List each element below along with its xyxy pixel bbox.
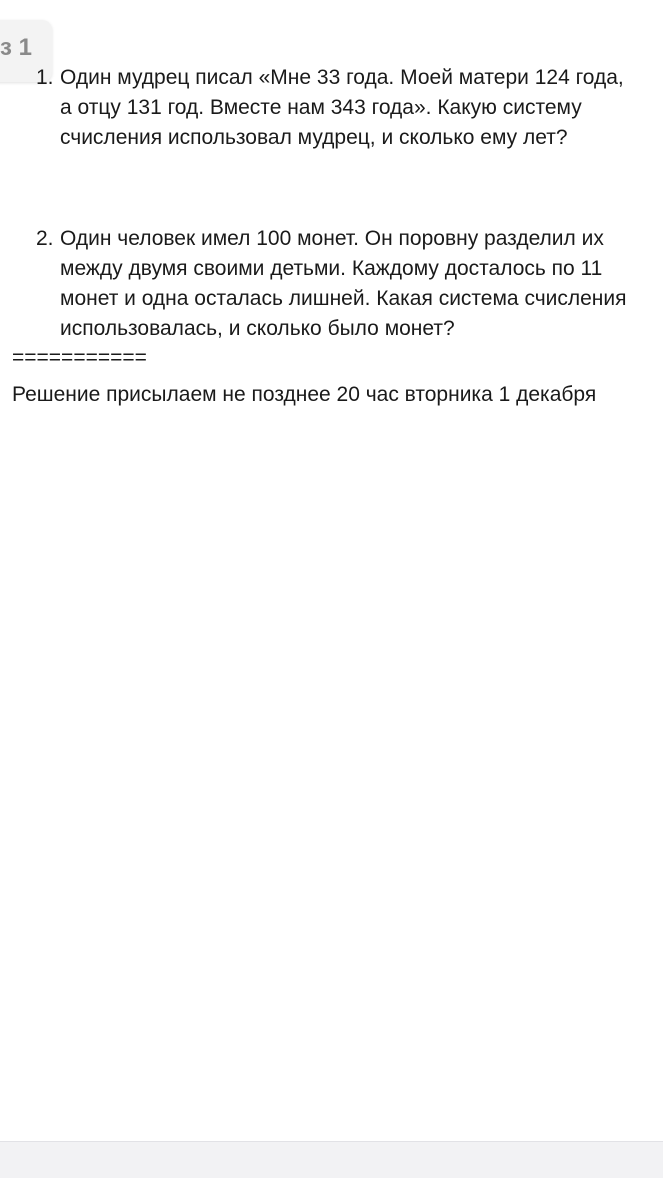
bottom-toolbar [0, 1141, 663, 1178]
task-text: Один мудрец писал «Мне 33 года. Моей матери 124 года, а отцу 131 год. Вместе нам 343 года». Какую систему счисления использовал мудрец, и сколько ему лет? [60, 66, 624, 149]
task-number: 1. [36, 66, 54, 89]
task-item [36, 63, 639, 153]
separator-line: =========== [12, 346, 147, 369]
deadline-note: Решение присылаем не позднее 20 час вторника 1 декабря [12, 383, 597, 406]
task-number: 2. [36, 227, 54, 250]
task-text: Один человек имел 100 монет. Он поровну разделил их между двумя своими детьми. Каждому досталось по 11 монет и одна осталась лишней. Какая система счисления использовалась, и сколько было монет? [60, 227, 627, 340]
task-item [36, 224, 639, 344]
page-badge-label: з 1 [0, 34, 32, 61]
